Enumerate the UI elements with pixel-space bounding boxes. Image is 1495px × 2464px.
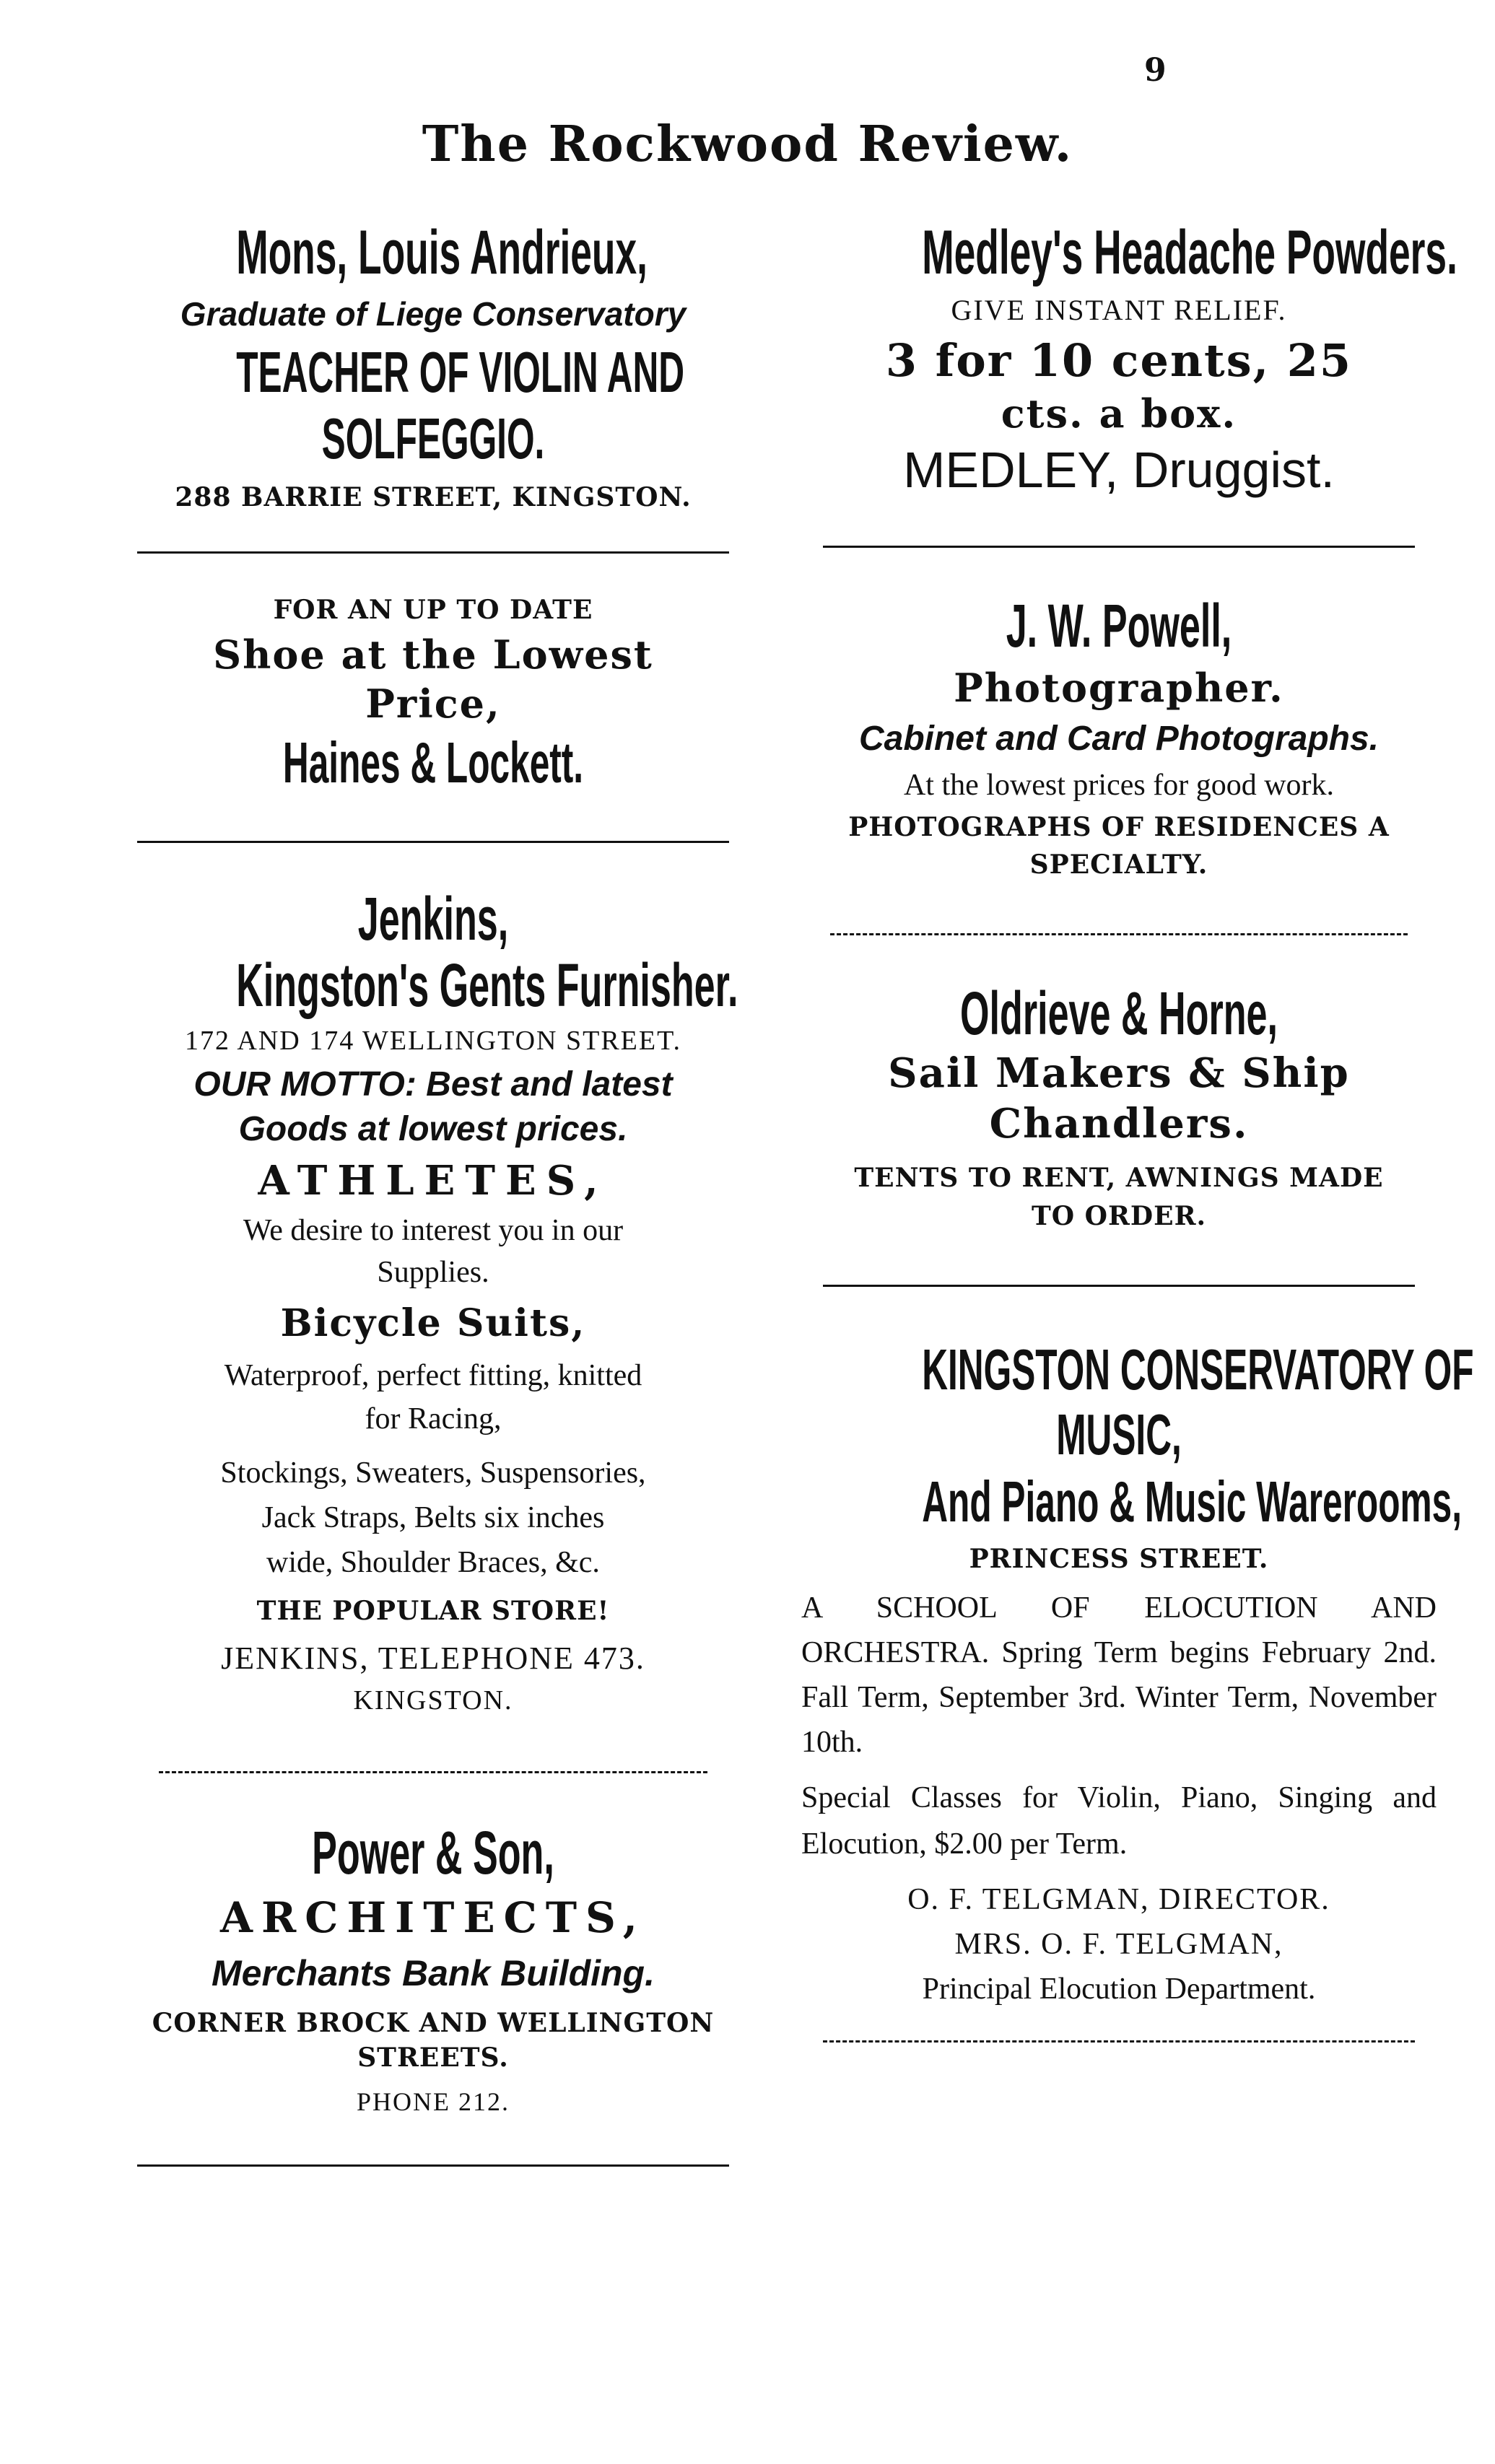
ad-haines-line2: Price, (365, 681, 501, 727)
ad-medley (801, 217, 1457, 502)
ad-jenkins-title: Kingston's Gents Furnisher. (236, 951, 738, 1019)
ad-powell-prices: At the lowest prices for good work. (903, 769, 1335, 802)
ad-oldrieve-tents2: TO ORDER. (1031, 1201, 1207, 1231)
ad-conservatory-title1: KINGSTON CONSERVATORY OF (922, 1337, 1474, 1402)
ad-jenkins-motto1: OUR MOTTO: Best and latest (193, 1065, 673, 1104)
ad-power-title: ARCHITECTS, (220, 1893, 646, 1942)
ad-jenkins-motto2: Goods at lowest prices. (238, 1110, 628, 1148)
ad-power-corner2: STREETS. (357, 2043, 509, 2073)
ad-conservatory-principal: Principal Elocution Department. (922, 1972, 1316, 2006)
ad-jenkins-popular: THE POPULAR STORE! (256, 1596, 610, 1626)
ad-medley-price2: cts. a box. (1001, 390, 1237, 437)
ad-jenkins-address: 172 AND 174 WELLINGTON STREET. (184, 1026, 681, 1056)
ad-conservatory-street: PRINCESS STREET. (969, 1544, 1269, 1574)
ad-haines-name: Haines & Lockett. (282, 730, 584, 795)
left-column (115, 217, 751, 2167)
ad-power-building: Merchants Bank Building. (212, 1953, 655, 1993)
ad-kingston-conservatory (801, 1337, 1474, 2011)
ad-powell (801, 591, 1437, 883)
divider (137, 841, 729, 843)
ad-jenkins-interest1: We desire to interest you in our (243, 1214, 624, 1247)
ad-medley-name: Medley's Headache Powders. (922, 218, 1457, 287)
ad-jenkins-name: Jenkins, (357, 885, 509, 953)
ad-power-name: Power & Son, (312, 1819, 554, 1887)
ad-conservatory-title2: MUSIC, (1056, 1402, 1182, 1467)
ad-conservatory-title3: And Piano & Music Warerooms, (922, 1469, 1462, 1534)
ad-jenkins-athletes: ATHLETES, (258, 1157, 609, 1205)
ad-powell-cabinet: Cabinet and Card Photographs. (858, 720, 1380, 758)
ad-andrieux-line1: TEACHER OF VIOLIN AND (236, 340, 685, 404)
ad-powell-specialty1: PHOTOGRAPHS OF RESIDENCES A (848, 812, 1390, 842)
ad-power-son (115, 1817, 751, 2128)
ad-oldrieve-line2: Chandlers. (989, 1100, 1249, 1148)
ad-andrieux-subtitle: Graduate of Liege Conservatory (180, 295, 687, 333)
ad-jenkins-water2: for Racing, (365, 1402, 502, 1436)
ad-jenkins-phone: JENKINS, TELEPHONE 473. (221, 1641, 645, 1676)
ad-medley-relief: GIVE INSTANT RELIEF. (951, 294, 1287, 326)
ad-oldrieve-tents1: TENTS TO RENT, AWNINGS MADE (854, 1163, 1384, 1193)
ad-jenkins-stock2: Jack Straps, Belts six inches (261, 1501, 605, 1534)
ad-jenkins (115, 886, 751, 1721)
ad-jenkins-city: KINGSTON. (353, 1685, 513, 1716)
divider (137, 551, 729, 554)
ad-medley-druggist: MEDLEY, Druggist. (903, 442, 1335, 498)
divider (823, 1285, 1415, 1287)
ad-oldrieve-name: Oldrieve & Horne, (960, 979, 1278, 1047)
ad-conservatory-director: O. F. TELGMAN, DIRECTOR. (907, 1883, 1330, 1916)
divider (823, 2040, 1415, 2043)
ad-conservatory-mrs: MRS. O. F. TELGMAN, (954, 1928, 1283, 1961)
ad-power-phone: PHONE 212. (356, 2087, 510, 2116)
divider (823, 546, 1415, 548)
ad-andrieux-address: 288 BARRIE STREET, KINGSTON. (175, 482, 692, 512)
masthead: The Rockwood Review. (422, 115, 1073, 173)
ad-conservatory-classes: Special Classes for Violin, Piano, Singing and Elocution, $2.00 per Term. (801, 1781, 1437, 1861)
ad-jenkins-stock1: Stockings, Sweaters, Suspensories, (220, 1456, 646, 1490)
ad-powell-title: Photographer. (954, 665, 1284, 711)
right-column (801, 217, 1474, 2043)
ad-andrieux-name: Mons, Louis Andrieux, (236, 218, 648, 287)
ad-conservatory-school: A SCHOOL OF ELOCUTION AND ORCHESTRA. Spring Term begins February 2nd. Fall Term, September 3rd. Winter Term, November 10th. (801, 1591, 1437, 1759)
ad-haines-intro: FOR AN UP TO DATE (273, 595, 593, 625)
ad-jenkins-water1: Waterproof, perfect fitting, knitted (224, 1359, 642, 1392)
ad-haines-lockett (115, 590, 751, 798)
ad-powell-name: J. W. Powell, (1006, 592, 1232, 660)
ad-oldrieve-horne (801, 979, 1437, 1234)
page-number: 9 (1144, 52, 1167, 89)
ad-medley-price1: 3 for 10 cents, 25 (885, 334, 1353, 387)
ad-power-corner1: CORNER BROCK AND WELLINGTON (152, 2008, 715, 2038)
ad-jenkins-stock3: wide, Shoulder Braces, &c. (266, 1546, 600, 1579)
ad-powell-specialty2: SPECIALTY. (1029, 849, 1208, 880)
ad-haines-line1: Shoe at the Lowest (213, 632, 653, 678)
ad-jenkins-bicycle: Bicycle Suits, (280, 1301, 586, 1345)
ad-jenkins-interest2: Supplies. (377, 1256, 489, 1289)
ad-oldrieve-line1: Sail Makers & Ship (888, 1049, 1350, 1097)
divider (159, 1771, 707, 1773)
divider (137, 2164, 729, 2167)
ad-andrieux (115, 217, 751, 523)
ad-andrieux-line2: SOLFEGGIO. (321, 406, 545, 471)
divider (830, 933, 1408, 935)
